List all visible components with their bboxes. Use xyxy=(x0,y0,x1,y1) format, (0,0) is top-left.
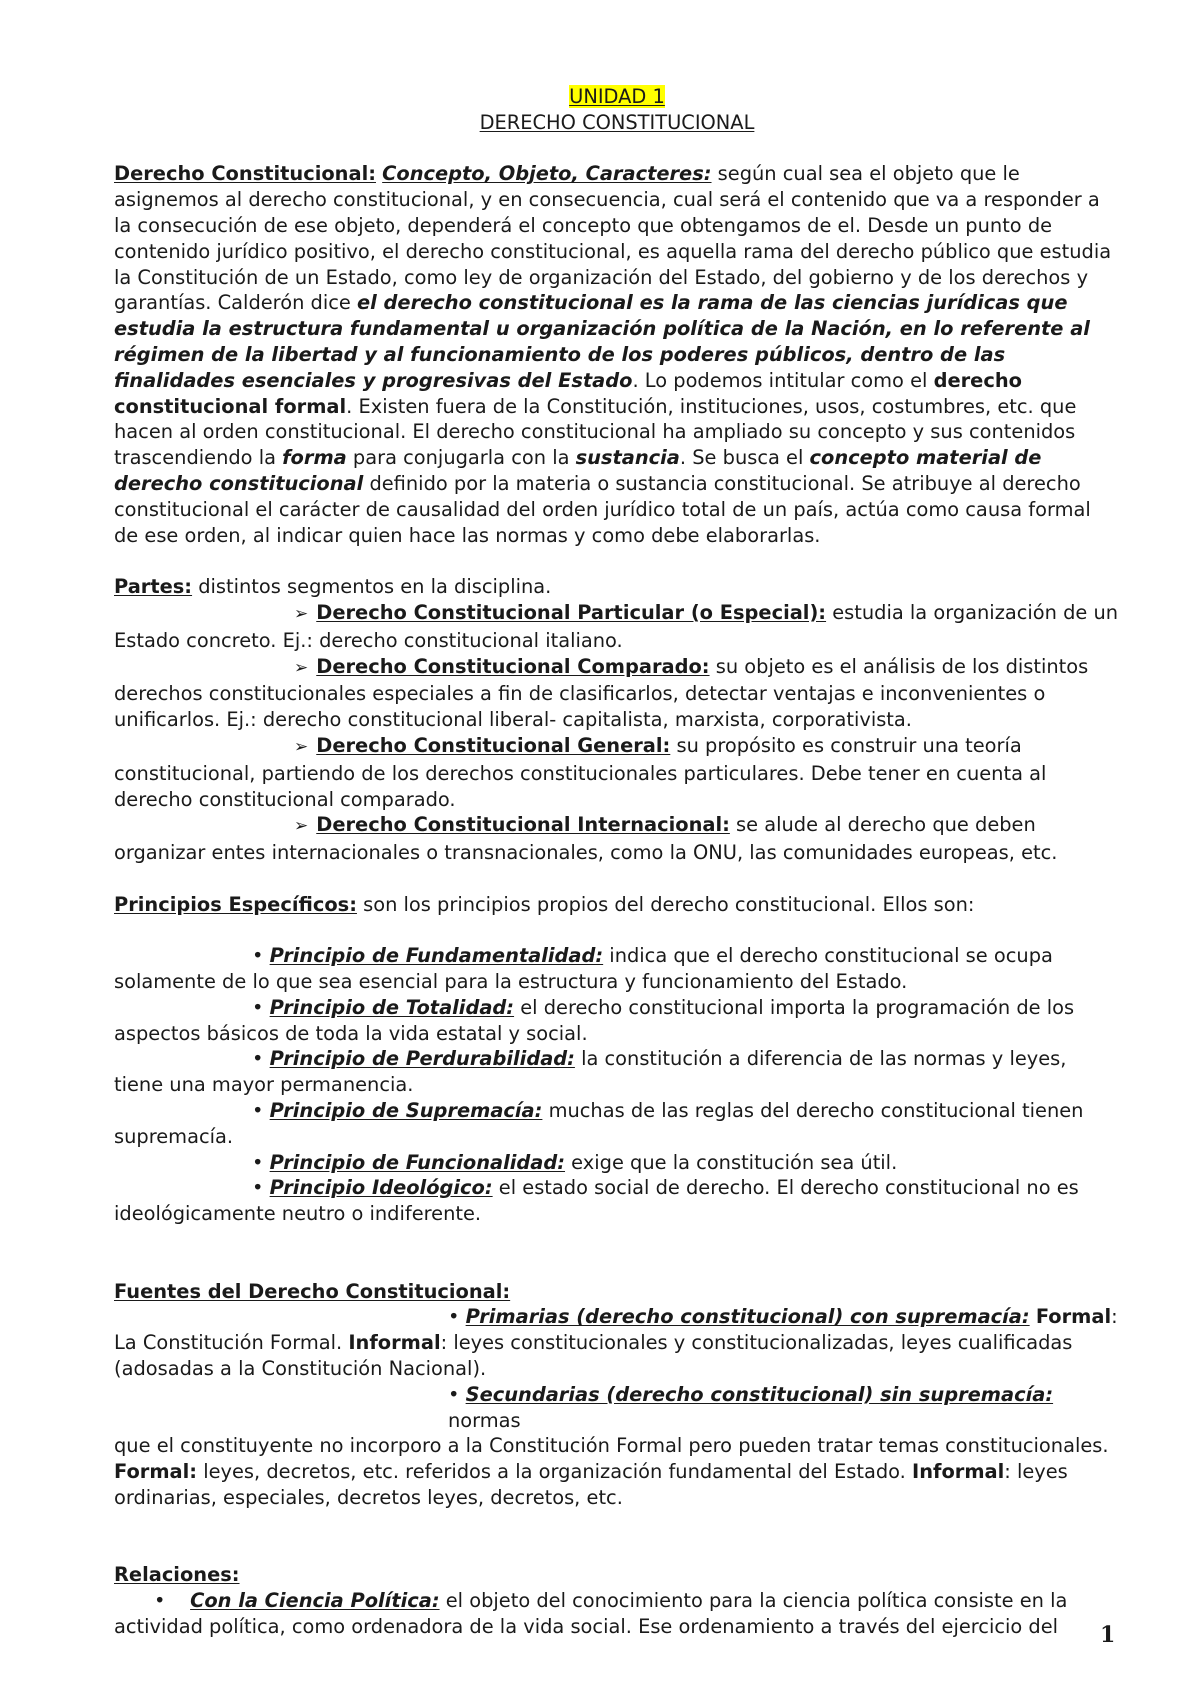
arrow-icon: ➢ xyxy=(294,736,309,757)
arrow-icon: ➢ xyxy=(294,603,309,624)
bullet-icon: • xyxy=(252,1176,264,1200)
principios-list xyxy=(114,943,1120,1227)
bullet-icon: • xyxy=(252,995,264,1019)
principios-heading: Principios Específicos: son los principios propios del derecho constitucional. Ellos son: xyxy=(114,892,975,916)
unit-heading: UNIDAD 1 xyxy=(569,85,665,108)
fuentes-primarias: • Primarias (derecho constitucional) con supremacía: Formal: La Constitución Formal. Informal: leyes constitucionales y constitucionalizadas, leyes cualificadas (adosadas a la Constitución Nacional). xyxy=(114,1305,1118,1381)
list-item: ➢ Derecho Constitucional Particular (o Especial): estudia la organización de un Estado concreto. Ej.: derecho constitucional italiano. xyxy=(114,600,1119,652)
calderon-quote: el derecho constitucional es la rama de las ciencias jurídicas que estudia la estructura fundamental u organización política de la Nación, en lo referente al régimen de la libertad y al funcionamiento de los poderes públicos, dentro de las finalidades esenciales y progresivas del Estado xyxy=(114,291,1090,392)
bullet-icon: • xyxy=(154,1589,166,1613)
arrow-icon: ➢ xyxy=(294,657,309,678)
bullet-icon: • xyxy=(252,1047,264,1071)
fuentes-secundarias: • Secundarias (derecho constitucional) sin supremacía: normas que el constituyente no incorporo a la Constitución Formal pero pueden tratar temas constitucionales. Formal: leyes, decretos, etc. referidos a la organización fundamental del Estado. Informal: leyes ordinarias, especiales, decretos leyes, decretos, etc. xyxy=(114,1382,1109,1510)
document-body xyxy=(114,84,1120,1640)
partes-heading: Partes: distintos segmentos en la disciplina. xyxy=(114,575,552,599)
list-item: ➢ Derecho Constitucional General: su propósito es construir una teoría constitucional, partiendo de los derechos constitucionales particulares. Debe tener en cuenta al derecho constitucional comparado. xyxy=(114,733,1047,811)
page-number: 1 xyxy=(1100,1622,1116,1648)
bullet-icon: • xyxy=(448,1382,460,1406)
fuentes-heading: Fuentes del Derecho Constitucional: xyxy=(114,1279,511,1303)
bullet-icon: • xyxy=(252,1150,264,1174)
bullet-icon: • xyxy=(252,1099,264,1123)
list-item: • Principio de Fundamentalidad: indica que el derecho constitucional se ocupa solamente de lo que sea esencial para la estructura y funcionamiento del Estado. xyxy=(114,944,1053,994)
intro-sub-label: Concepto, Objeto, Caracteres: xyxy=(382,162,712,186)
list-item: • Con la Ciencia Política: el objeto del conocimiento para la ciencia política consiste en la actividad política, como ordenadora de la vida social. Ese ordenamiento a través del ejercicio del xyxy=(114,1589,1068,1639)
relaciones-heading: Relaciones: xyxy=(114,1563,240,1587)
list-item: • Principio de Perdurabilidad: la constitución a diferencia de las normas y leyes, tiene una mayor permanencia. xyxy=(114,1047,1067,1097)
bullet-icon: • xyxy=(448,1305,460,1329)
list-item: • Principio de Supremacía: muchas de las reglas del derecho constitucional tienen supremacía. xyxy=(114,1099,1084,1148)
intro-label: Derecho Constitucional: xyxy=(114,162,376,186)
list-item: ➢ Derecho Constitucional Internacional: se alude al derecho que deben organizar entes internacionales o transnacionales, como la ONU, las comunidades europeas, etc. xyxy=(114,813,1058,865)
list-item: • Principio de Funcionalidad: exige que la constitución sea útil. xyxy=(252,1150,898,1174)
partes-list xyxy=(114,600,1120,866)
intro-paragraph: Derecho Constitucional: Concepto, Objeto, Caracteres: según cual sea el objeto que le asignemos al derecho constitucional, y en consecuencia, cual será el contenido que va a responder a la consecución de ese objeto, dependerá el concepto que obtengamos de el. Desde un punto de contenido jurídico positivo, el derecho constitucional, es aquella rama del derecho público que estudia la Constitución de un Estado, como ley de organización del Estado, del gobierno y de los derechos y garantías. Calderón dice el derecho constitucional es la rama de las ciencias jurídicas que estudia la estructura fundamental u organización política de la Nación, en lo referente al régimen de la libertad y al funcionamiento de los poderes públicos, dentro de las finalidades esenciales y progresivas del Estado. Lo podemos intitular como el derecho constitucional formal. Existen fuera de la Constitución, instituciones, usos, costumbres, etc. que hacen al orden constitucional. El derecho constitucional ha ampliado su concepto y sus contenidos trascendiendo la forma para conjugarla con la sustancia. Se busca el concepto material de derecho constitucional definido por la materia o sustancia constitucional. Se atribuye al derecho constitucional el carácter de causalidad del orden jurídico total de un país, actúa como causa formal de ese orden, al indicar quien hace las normas y como debe elaborarlas. xyxy=(114,162,1112,547)
bullet-icon: • xyxy=(252,944,264,968)
list-item: ➢ Derecho Constitucional Comparado: su objeto es el análisis de los distintos derechos constitucionales especiales a fin de clasificarlos, detectar ventajas e inconvenientes o unificarlos. Ej.: derecho constitucional liberal- capitalista, marxista, corporativista. xyxy=(114,654,1089,732)
list-item: • Principio Ideológico: el estado social de derecho. El derecho constitucional no es ideológicamente neutro o indiferente. xyxy=(114,1176,1079,1226)
arrow-icon: ➢ xyxy=(294,816,309,837)
document-title: DERECHO CONSTITUCIONAL xyxy=(479,110,755,134)
list-item: • Principio de Totalidad: el derecho constitucional importa la programación de los aspectos básicos de toda la vida estatal y social. xyxy=(114,995,1075,1045)
